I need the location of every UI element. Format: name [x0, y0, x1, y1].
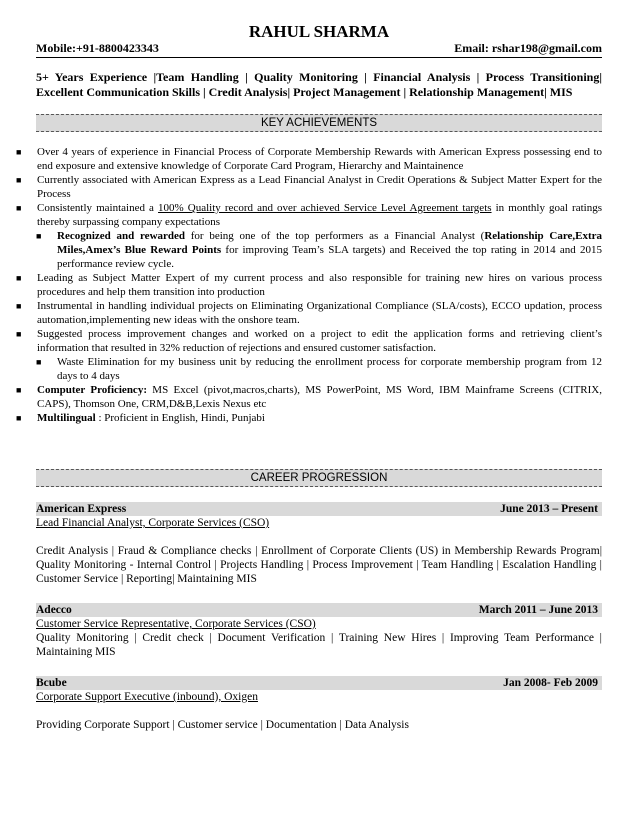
job-role: Customer Service Representative, Corporate Services (CSO) [36, 618, 316, 630]
job-dates: Jan 2008- Feb 2009 [503, 677, 598, 689]
bullet-icon: ■ [16, 413, 22, 423]
job-dates: June 2013 – Present [500, 503, 598, 515]
job-description: Quality Monitoring | Credit check | Document Verification | Training New Hires | Improving Team Performance | Maintaining MIS [36, 632, 602, 658]
mobile-number: Mobile:+91-8800423343 [36, 41, 159, 55]
job-entry [36, 676, 602, 732]
achievement-subitem: ■ Waste Elimination for my business unit by reducing the enrollment process for corporate membership program from 12 days to 4 days [36, 356, 602, 382]
achievement-item: ■ Instrumental in handling individual projects on Eliminating Organizational Compliance (SLA/costs), ECCO updation, process automation,implementing new ideas with the onshore team. [16, 300, 602, 326]
achievement-item: ■ Suggested process improvement changes and worked on a project to edit the application forms and retrieving client’s information that resulted in 32% reduction of rejections and ensured customer satisfaction. [16, 328, 602, 354]
job-header [36, 502, 602, 516]
skills-summary: 5+ Years Experience |Team Handling | Quality Monitoring | Financial Analysis | Process Transitioning| Excellent Communication Skills | Credit Analysis| Project Management | Relationship Management| MIS [36, 70, 602, 99]
job-entry [36, 502, 602, 586]
section-career-heading: CAREER PROGRESSION [36, 469, 602, 487]
job-role: Lead Financial Analyst, Corporate Services (CSO) [36, 517, 270, 529]
job-header [36, 603, 602, 617]
company-name: Adecco [36, 604, 72, 616]
achievement-item: ■ Currently associated with American Express as a Lead Financial Analyst in Credit Operations & Subject Matter Expert for the Process [16, 174, 602, 200]
achievement-item: ■ Over 4 years of experience in Financial Process of Corporate Membership Rewards with American Express possessing end to end exposure and extensive knowledge of Corporate Card Program, Hierarchy and Maintainence [16, 146, 602, 172]
bullet-icon: ■ [36, 231, 42, 241]
company-name: Bcube [36, 677, 67, 689]
achievement-item: ■ Leading as Subject Matter Expert of my current process and also responsible for training new hires on various process procedures and help them transition into production [16, 272, 602, 298]
bullet-icon: ■ [16, 203, 22, 213]
bullet-icon: ■ [16, 175, 22, 185]
job-entry [36, 603, 602, 659]
achievement-item: ■ Multilingual : Proficient in English, Hindi, Punjabi [16, 412, 265, 424]
job-dates: March 2011 – June 2013 [478, 604, 598, 616]
achievement-subitem: ■ Recognized and rewarded for being one of the top performers as a Financial Analyst (Relationship Care,Extra Miles,Amex’s Blue Reward Points for improving Team’s SLA targets) and Received the top rating in 2014 and 2015 performance review cycle. [36, 230, 603, 270]
quality-record-highlight: 100% Quality record and over achieved Service Level Agreement targets [158, 202, 492, 214]
bullet-icon: ■ [36, 357, 42, 367]
achievement-item: ■ Consistently maintained a 100% Quality record and over achieved Service Level Agreement targets in monthly goal ratings thereby surpassing company expectations [16, 202, 602, 228]
job-role: Corporate Support Executive (inbound), Oxigen [36, 691, 258, 703]
job-description: Credit Analysis | Fraud & Compliance checks | Enrollment of Corporate Clients (US) in Membership Rewards Program| Quality Monitoring - Internal Control | Projects Handling | Process Improvement | Team Handling | Escalation Handling | Customer Service | Reporting| Maintaining MIS [36, 545, 602, 585]
bullet-icon: ■ [16, 329, 22, 339]
job-description: Providing Corporate Support | Customer service | Documentation | Data Analysis [36, 719, 409, 731]
job-header [36, 676, 602, 690]
bullet-icon: ■ [16, 273, 22, 283]
section-achievements-heading: KEY ACHIEVEMENTS [36, 114, 602, 132]
achievements-list [16, 145, 602, 425]
email-address: Email: rshar198@gmail.com [454, 41, 602, 55]
contact-line [36, 41, 602, 58]
bullet-icon: ■ [16, 385, 22, 395]
achievement-item: ■ Computer Proficiency: MS Excel (pivot,macros,charts), MS PowerPoint, MS Word, IBM Mainframe Screens (CITRIX, CAPS), Thomson One, CRM,D&B,Lexis Nexus etc [16, 384, 602, 410]
bullet-icon: ■ [16, 301, 22, 311]
company-name: American Express [36, 503, 127, 515]
bullet-icon: ■ [16, 147, 22, 157]
candidate-name: RAHUL SHARMA [248, 22, 390, 41]
